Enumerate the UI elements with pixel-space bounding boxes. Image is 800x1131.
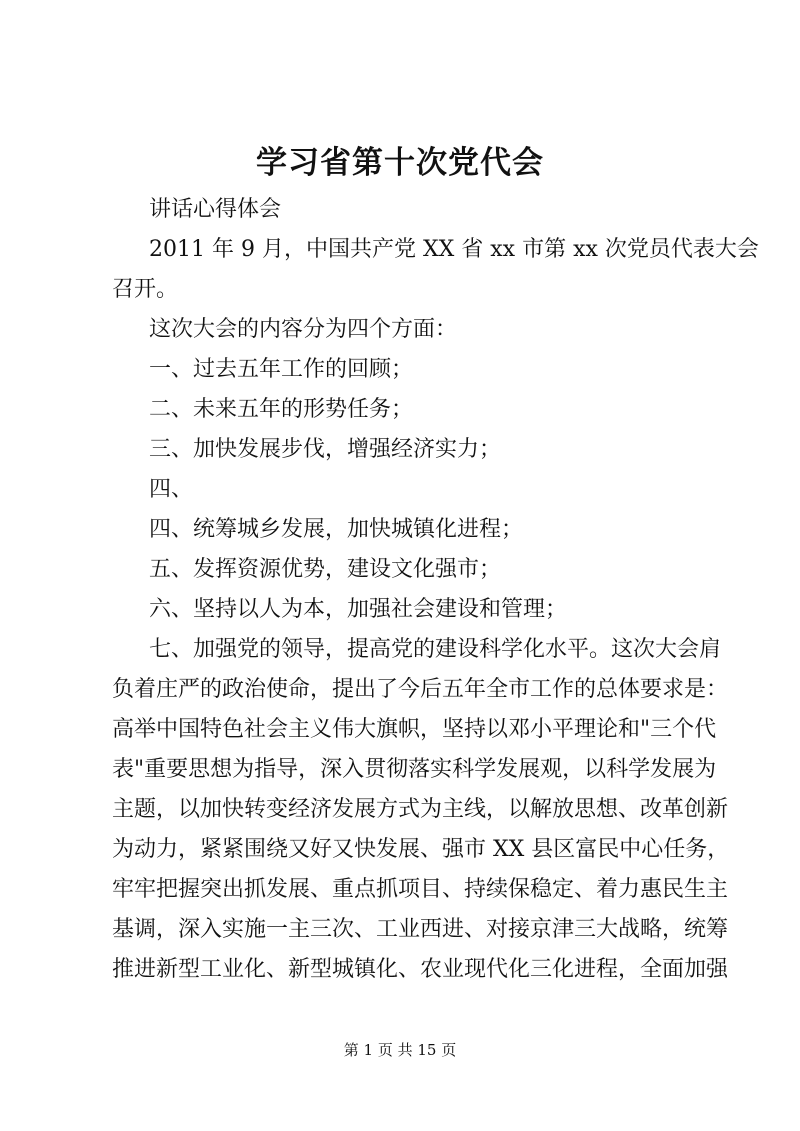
paragraph-line: 主题，以加快转变经济发展方式为主线，以解放思想、改革创新 [112,797,729,822]
paragraph-line: 为动力，紧紧围绕又好又快发展、强市 XX 县区富民中心任务， [112,837,730,862]
paragraph-line: 表"重要思想为指导，深入贯彻落实科学发展观，以科学发展为 [112,757,717,782]
paragraph-line: 召开。 [112,277,179,302]
list-item: 四、 [149,477,194,502]
paragraph-line: 七、加强党的领导，提高党的建设科学化水平。这次大会肩 [149,637,722,662]
list-item: 二、未来五年的形势任务； [149,397,414,422]
paragraph-line: 讲话心得体会 [149,197,282,222]
paragraph-line: 基调，深入实施一主三次、工业西进、对接京津三大战略，统筹 [112,917,729,942]
document-title: 学习省第十次党代会 [256,145,544,181]
list-item: 三、加快发展步伐，增强经济实力； [149,437,502,462]
list-item: 四、统筹城乡发展，加快城镇化进程； [149,517,524,542]
paragraph-line: 2011 年 9 月，中国共产党 XX 省 xx 市第 xx 次党员代表大会 [149,237,759,262]
paragraph-line: 推进新型工业化、新型城镇化、农业现代化三化进程，全面加强 [112,957,729,982]
paragraph-line: 这次大会的内容分为四个方面： [149,317,458,342]
paragraph-line: 高举中国特色社会主义伟大旗帜，坚持以邓小平理论和"三个代 [112,717,717,742]
page-number-footer: 第 1 页 共 15 页 [343,1041,457,1059]
list-item: 一、过去五年工作的回顾； [149,357,414,382]
list-item: 六、坚持以人为本，加强社会建设和管理； [149,597,568,622]
document-body [112,190,759,990]
list-item: 五、发挥资源优势，建设文化强市； [149,557,502,582]
paragraph-line: 牢牢把握突出抓发展、重点抓项目、持续保稳定、着力惠民生主 [112,877,729,902]
paragraph-line: 负着庄严的政治使命，提出了今后五年全市工作的总体要求是： [112,677,729,702]
